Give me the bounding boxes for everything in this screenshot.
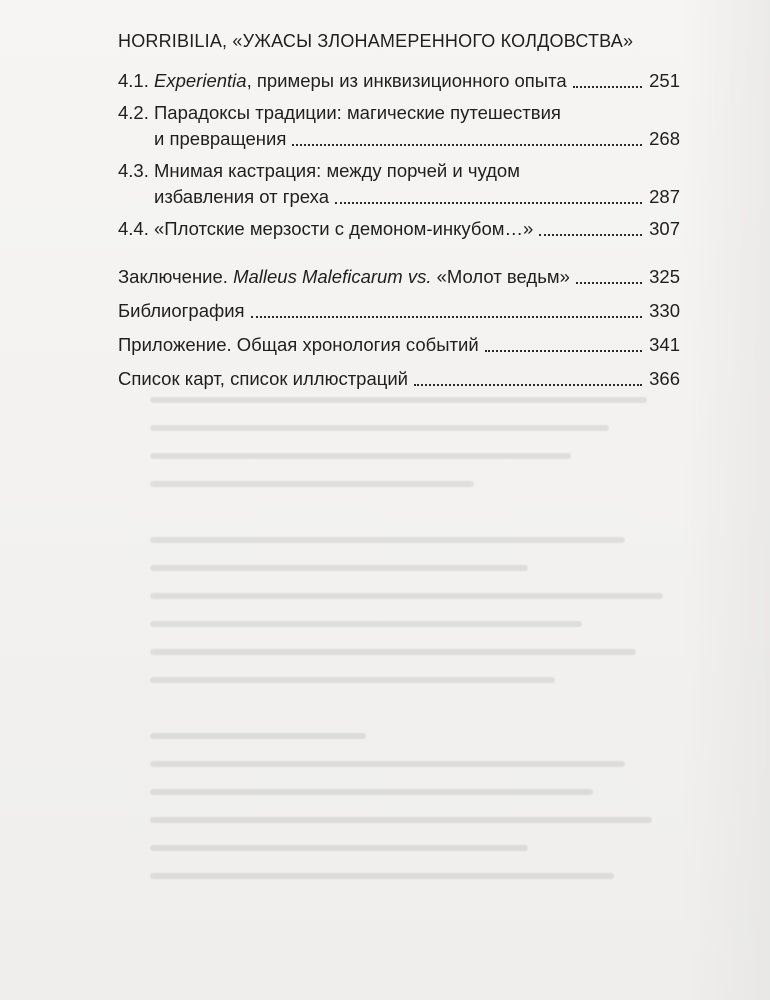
entry-number: 4.2. [118, 102, 149, 123]
entry-title: Список карт, список иллюстраций [118, 368, 409, 389]
entry-page: 341 [649, 334, 680, 355]
toc-entry-4-2[interactable] [118, 100, 680, 152]
entry-title: «Плотские мерзости с демоном-инкубом…» [154, 218, 534, 239]
dot-leader [335, 200, 642, 204]
toc-entry-bibliography[interactable] [118, 298, 680, 324]
entry-title: Заключение. Malleus Maleficarum vs. «Молот ведьм» [118, 266, 570, 287]
dot-leader [485, 348, 642, 352]
toc-entry-4-4[interactable] [118, 216, 680, 242]
toc-entry-4-1[interactable] [118, 68, 680, 94]
dot-leader [292, 142, 642, 146]
entry-number: 4.3. [118, 160, 149, 181]
dot-leader [576, 280, 642, 284]
entry-title: Библиография [118, 300, 245, 321]
entry-page: 268 [649, 128, 680, 149]
toc-entry-lists[interactable] [118, 366, 680, 392]
entry-title-line1: Мнимая кастрация: между порчей и чудом [154, 160, 520, 181]
entry-number: 4.1. [118, 70, 149, 91]
toc-entry-appendix[interactable] [118, 332, 680, 358]
entry-title-line2: избавления от греха [154, 186, 330, 207]
bleed-through-text [150, 375, 690, 975]
dot-leader [573, 84, 642, 88]
entry-page: 330 [649, 300, 680, 321]
page-edge-shadow [682, 0, 770, 1000]
entry-page: 307 [649, 218, 680, 239]
entry-page: 325 [649, 266, 680, 287]
entry-title-line1: Парадоксы традиции: магические путешествия [154, 102, 561, 123]
entry-page: 287 [649, 186, 680, 207]
entry-title-line2: и превращения [154, 128, 287, 149]
toc-entry-4-3[interactable] [118, 158, 680, 210]
entry-number: 4.4. [118, 218, 149, 239]
section-heading: HORRIBILIA, «УЖАСЫ ЗЛОНАМЕРЕННОГО КОЛДОВСТВА» [118, 31, 634, 51]
dot-leader [414, 382, 642, 386]
entry-page: 251 [649, 70, 680, 91]
toc-entry-conclusion[interactable] [118, 264, 680, 290]
entry-title: Приложение. Общая хронология событий [118, 334, 479, 355]
dot-leader [251, 314, 642, 318]
entry-page: 366 [649, 368, 680, 389]
entry-title: Experientia, примеры из инквизиционного опыта [154, 70, 567, 91]
dot-leader [539, 232, 642, 236]
table-of-contents [118, 28, 680, 400]
